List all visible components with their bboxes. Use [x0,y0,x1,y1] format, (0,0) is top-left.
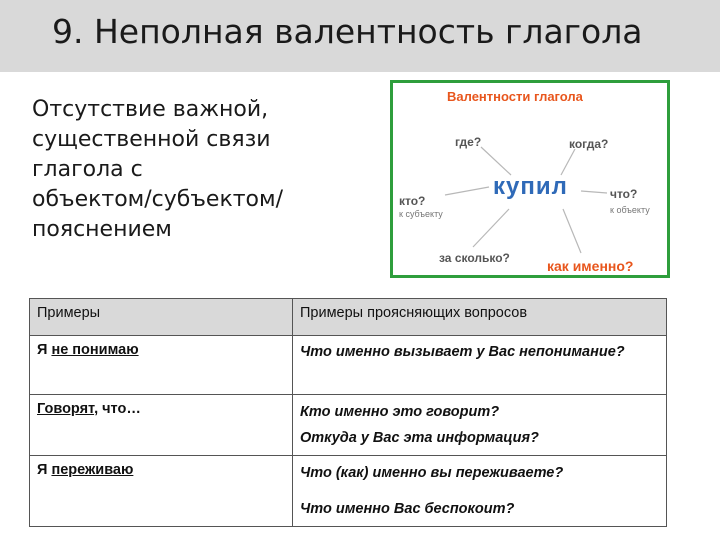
connector-when [561,149,575,175]
table-header-questions: Примеры проясняющих вопросов [293,299,667,336]
example-verb: переживаю [51,462,134,478]
clarifying-question: Что именно вызывает у Вас непонимание? [300,344,625,360]
question-who: кто? [399,194,426,208]
questions-cell [293,456,667,527]
valency-diagram [390,80,670,278]
example-text: Я [37,462,52,478]
example-verb: не понимаю [51,342,139,358]
question-how-exactly: как именно? [547,258,634,274]
example-cell [30,395,293,456]
example-text: Я [37,342,52,358]
table-row [30,336,667,395]
connector-what [581,191,607,193]
example-verb: Говорят [37,401,95,417]
table-row [30,395,667,456]
question-what: что? [610,187,638,201]
question-what-sub: к объекту [610,205,650,215]
question-how-much: за сколько? [439,251,510,265]
intro-line: существенной связи [32,127,271,152]
questions-cell [293,336,667,395]
slide-title: 9. Неполная валентность глагола [52,12,643,51]
title-bar [0,0,720,72]
connector-where [481,147,511,175]
clarifying-question: Что именно Вас беспокоит? [300,501,515,517]
intro-text [32,95,332,245]
question-where: где? [455,135,482,149]
clarifying-question: Что (как) именно вы переживаете? [300,465,564,481]
table-header-examples: Примеры [30,299,293,336]
question-who-sub: к субъекту [399,209,443,219]
example-cell [30,456,293,527]
connector-how-exactly [563,209,581,253]
intro-line: Отсутствие важной, [32,97,269,122]
intro-line: пояснением [32,217,172,242]
table-row [30,456,667,527]
connector-how-much [473,209,509,247]
question-when: когда? [569,137,609,151]
diagram-title: Валентности глагола [447,89,583,104]
clarifying-question: Откуда у Вас эта информация? [300,430,539,446]
intro-line: объектом/субъектом/ [32,187,284,212]
questions-cell [293,395,667,456]
table-header-row [30,299,667,336]
verb-word: купил [493,173,568,200]
examples-table [29,298,667,527]
connector-who [445,187,489,195]
example-text-tail: , что… [94,401,141,417]
clarifying-question: Кто именно это говорит? [300,404,500,420]
intro-line: глагола с [32,157,143,182]
example-cell [30,336,293,395]
